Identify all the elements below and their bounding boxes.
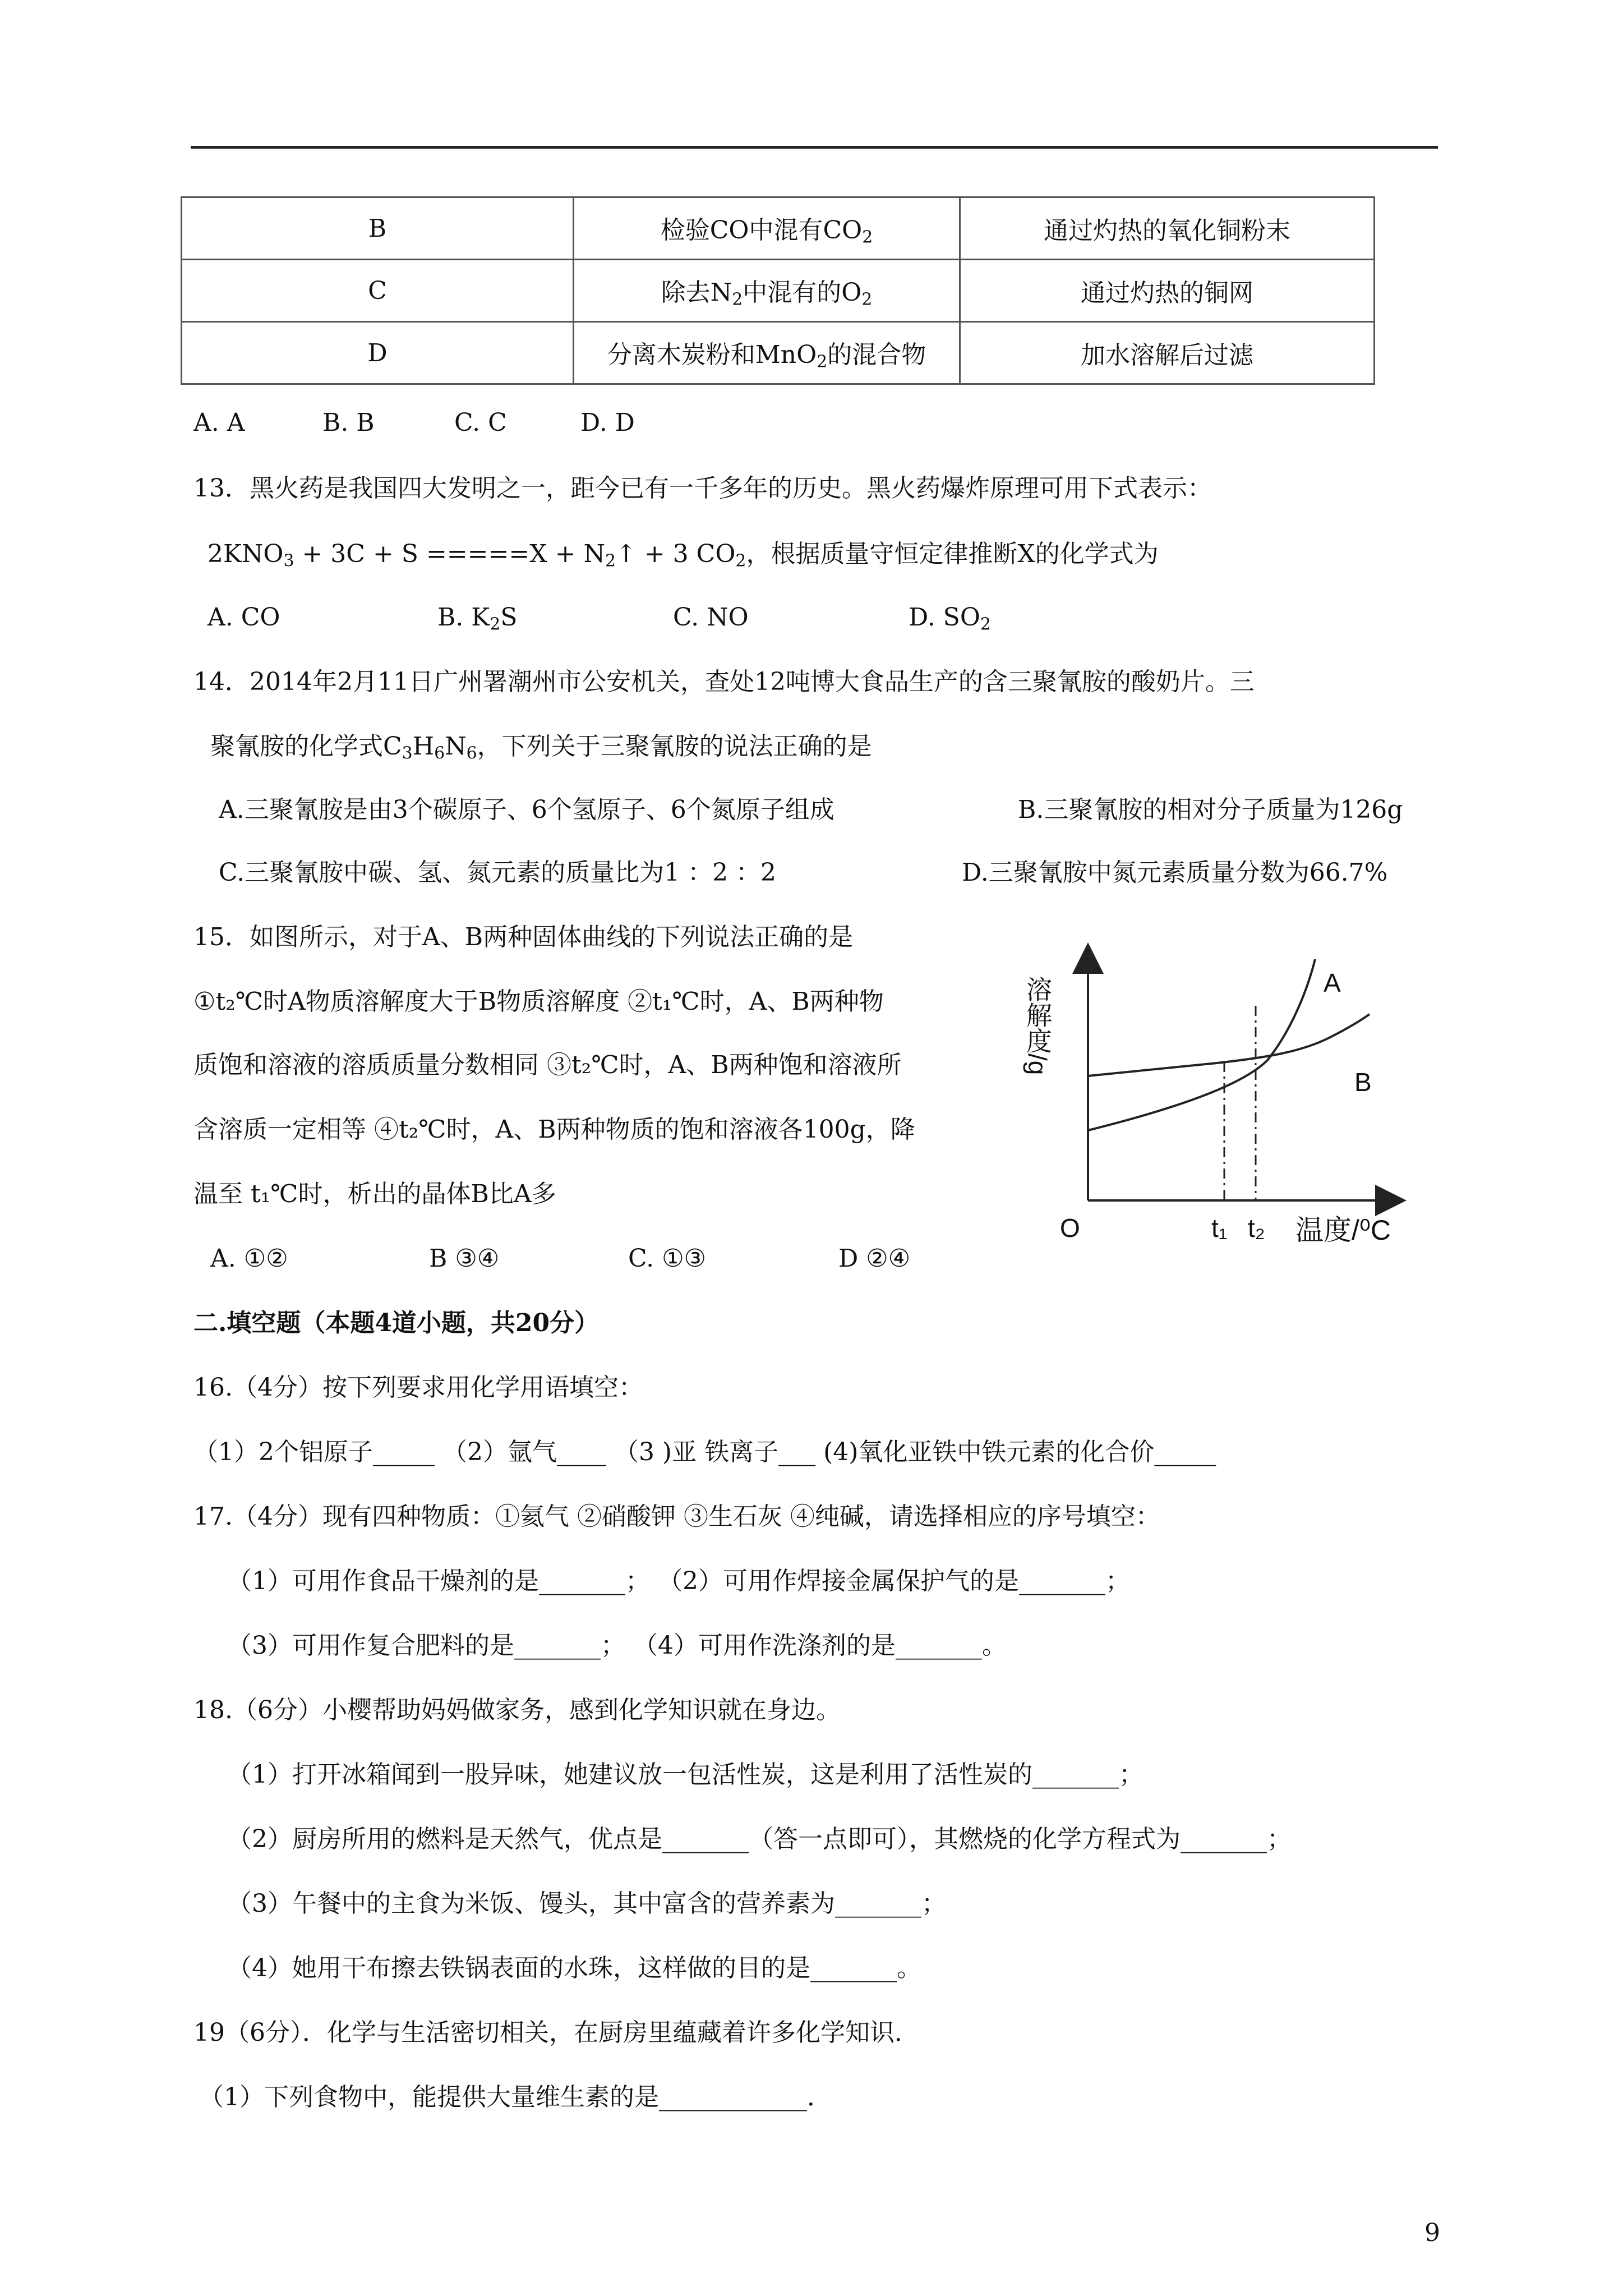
row-label: B xyxy=(182,197,574,260)
t2-tick-label: t₂ xyxy=(1248,1213,1265,1243)
row-method: 通过灼热的铜网 xyxy=(960,260,1375,322)
series-a-curve xyxy=(1088,959,1315,1130)
option-a: A. CO xyxy=(208,603,280,632)
q19-line-1: （1）下列食物中，能提供大量维生素的是____________． xyxy=(199,2083,832,2111)
page-number: 9 xyxy=(1424,2219,1440,2247)
row-purpose: 除去$N_2$中混有的$O_2$ xyxy=(573,260,960,322)
q19-stem: 19（6分）．化学与生活密切相关，在厨房里蕴藏着许多化学知识． xyxy=(193,2018,919,2047)
option-b: B ③④ xyxy=(429,1244,500,1273)
q18-line-4: （4）她用干布擦去铁锅表面的水珠，这样做的目的是_______。 xyxy=(227,1954,921,1982)
q15-statement-2: 质饱和溶液的溶质质量分数相同 ③t₂℃时，A、B两种饱和溶液所 xyxy=(193,1051,902,1079)
q14-option-d: D.三聚氰胺中氮元素质量分数为66.7% xyxy=(962,858,1388,887)
q14-option-a: A.三聚氰胺是由3个碳原子、6个氢原子、6个氮原子组成 xyxy=(219,795,834,824)
option-c: C. NO xyxy=(673,603,749,632)
q18-line-2: （2）厨房所用的燃料是天然气，优点是_______（答一点即可），其燃烧的化学方程式为_______； xyxy=(227,1825,1292,1853)
series-a-label: A xyxy=(1324,968,1341,997)
option-b: B. $K_2S$ xyxy=(437,603,518,634)
q17-stem: 17.（4分）现有四种物质：①氦气 ②硝酸钾 ③生石灰 ④纯碱，请选择相应的序号填空： xyxy=(193,1502,1160,1531)
q13-equation: $2KNO_3 + 3C + S =====X$ + $N_2↑ + 3$ $CO_2$，根据质量守恒定律推断X的化学式为 xyxy=(208,540,1159,571)
x-axis-label: 温度/⁰C xyxy=(1295,1214,1391,1246)
option-c: C. ①③ xyxy=(628,1244,706,1273)
option-d: D ②④ xyxy=(838,1244,911,1273)
option-b: B. B xyxy=(322,408,375,437)
table-row xyxy=(182,260,1375,322)
origin-label: O xyxy=(1060,1213,1080,1243)
option-d: D. D xyxy=(580,408,635,437)
q14-option-c: C.三聚氰胺中碳、氢、氮元素的质量比为1 ：2 ：2 xyxy=(219,858,777,887)
q17-line-1: （1）可用作食品干燥剂的是_______； （2）可用作焊接金属保护气的是_______； xyxy=(227,1567,1130,1595)
options-table xyxy=(181,196,1375,385)
q17-line-2: （3）可用作复合肥料的是_______； （4）可用作洗涤剂的是_______。 xyxy=(227,1631,1007,1660)
row-purpose: 检验CO中混有$CO_2$ xyxy=(573,197,960,260)
q13-stem: 13．黑火药是我国四大发明之一，距今已有一千多年的历史。黑火药爆炸原理可用下式表示： xyxy=(193,474,1212,503)
option-d: D. $SO_2$ xyxy=(909,603,991,634)
row-purpose: 分离木炭粉和MnO$_2$的混合物 xyxy=(573,322,960,384)
q18-line-1: （1）打开冰箱闻到一股异味，她建议放一包活性炭，这是利用了活性炭的_______； xyxy=(227,1760,1144,1789)
q15-statement-4: 温至 t₁℃时，析出的晶体B比A多 xyxy=(193,1180,556,1208)
q15-statement-1: ①t₂℃时A物质溶解度大于B物质溶解度 ②t₁℃时，A、B两种物 xyxy=(193,987,884,1016)
q15-options xyxy=(210,1244,910,1274)
t1-tick-label: t₁ xyxy=(1211,1213,1228,1243)
table-row xyxy=(182,197,1375,260)
header-rule xyxy=(191,146,1438,149)
q14-option-b: B.三聚氰胺的相对分子质量为126g xyxy=(1018,795,1403,824)
q18-stem: 18.（6分）小樱帮助妈妈做家务，感到化学知识就在身边。 xyxy=(193,1696,841,1724)
y-axis-label: 溶解度/g xyxy=(1023,976,1052,1075)
series-b-curve xyxy=(1088,1014,1370,1076)
series-b-label: B xyxy=(1354,1068,1372,1097)
row-label: C xyxy=(182,260,574,322)
q14-stem-2: 聚氰胺的化学式$C_3H_6N_6$，下列关于三聚氰胺的说法正确的是 xyxy=(210,732,872,763)
row-method: 加水溶解后过滤 xyxy=(960,322,1375,384)
option-a: A. ①② xyxy=(210,1244,288,1273)
q16-stem: 16.（4分）按下列要求用化学用语填空： xyxy=(193,1373,643,1402)
q12-options xyxy=(193,408,635,438)
row-label: D xyxy=(182,322,574,384)
table-row xyxy=(182,322,1375,384)
solubility-chart xyxy=(1023,942,1458,1257)
row-method: 通过灼热的氧化铜粉末 xyxy=(960,197,1375,260)
q18-line-3: （3）午餐中的主食为米饭、馒头，其中富含的营养素为_______； xyxy=(227,1889,946,1918)
option-c: C. C xyxy=(454,408,507,437)
section-title: 二.填空题（本题4道小题，共20分） xyxy=(193,1309,600,1337)
q15-stem: 15．如图所示，对于A、B两种固体曲线的下列说法正确的是 xyxy=(193,923,854,951)
q13-options xyxy=(208,603,991,634)
q16-items: （1）2个铝原子_____ （2）氩气____ （3 )亚 铁离子___ (4)氧化亚铁中铁元素的化合价_____ xyxy=(193,1438,1216,1466)
q15-statement-3: 含溶质一定相等 ④t₂℃时，A、B两种物质的饱和溶液各100g，降 xyxy=(193,1115,915,1144)
option-a: A. A xyxy=(193,408,245,437)
q14-stem-1: 14．2014年2月11日广州署潮州市公安机关，查处12吨博大食品生产的含三聚氰胺的酸奶片。三 xyxy=(193,668,1255,696)
